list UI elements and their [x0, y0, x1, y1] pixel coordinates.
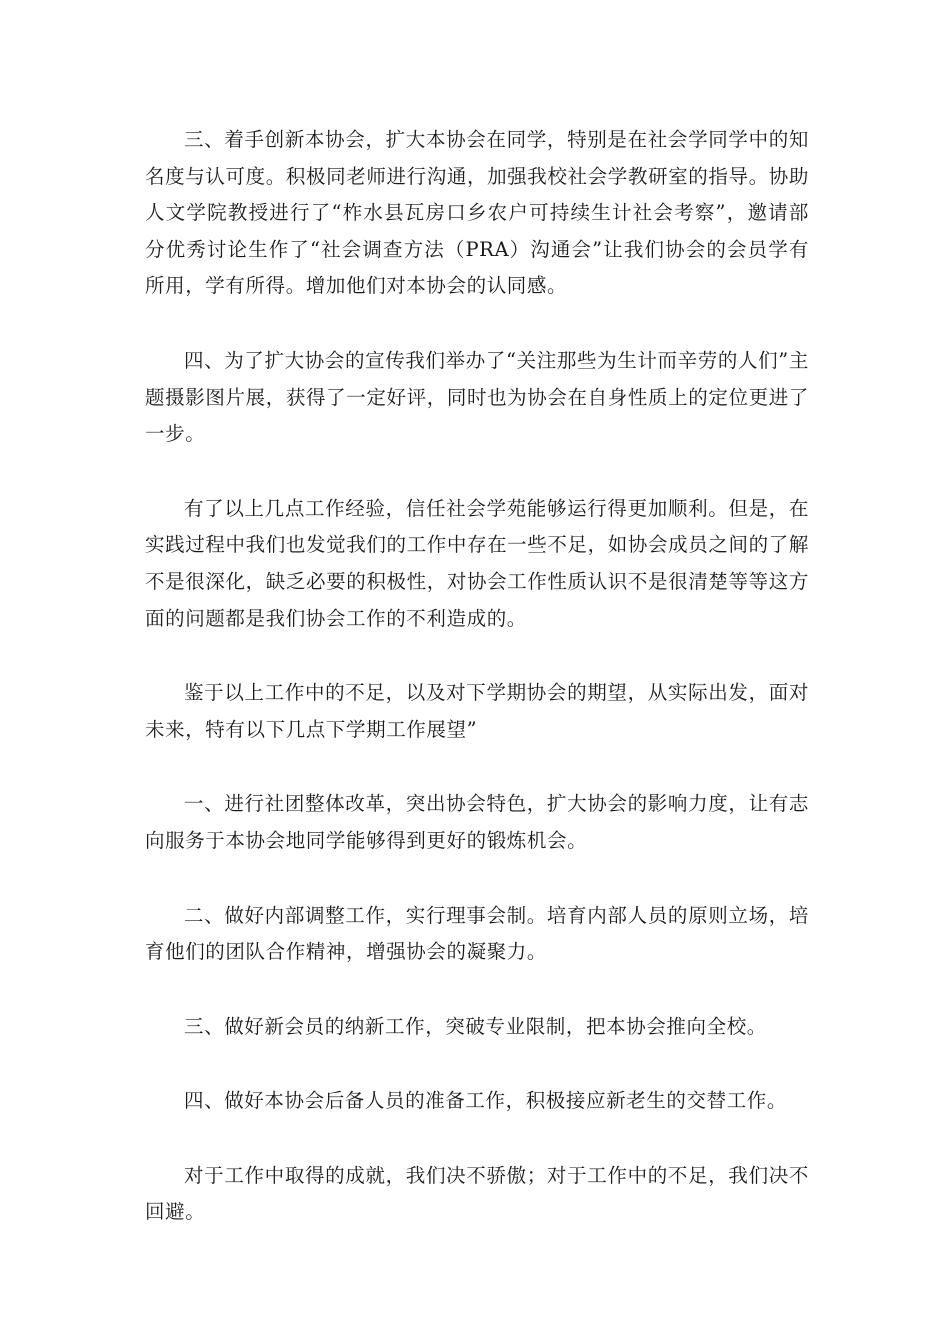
paragraph-plan-reform: 一、进行社团整体改革，突出协会特色，扩大协会的影响力度，让有志向服务于本协会地同学能够得到更好的锻炼机会。 [145, 792, 809, 852]
paragraph-plan-internal: 二、做好内部调整工作，实行理事会制。培育内部人员的原则立场，培育他们的团队合作精神，增强协会的凝聚力。 [145, 903, 809, 964]
paragraph-outlook-intro: 鉴于以上工作中的不足，以及对下学期协会的期望，从实际出发，面对未来，特有以下几点下学期工作展望” [145, 681, 809, 741]
paragraph-conclusion: 对于工作中取得的成就，我们决不骄傲；对于工作中的不足，我们决不回避。 [145, 1163, 809, 1224]
paragraph-plan-recruitment: 三、做好新会员的纳新工作，突破专业限制，把本协会推向全校。 [184, 1014, 767, 1038]
paragraph-plan-succession: 四、做好本协会后备人员的准备工作，积极接应新老生的交替工作。 [184, 1089, 788, 1113]
paragraph-shortcomings: 有了以上几点工作经验，信任社会学苑能够运行得更加顺利。但是，在实践过程中我们也发觉我们的工作中存在一些不足，如协会成员之间的了解不是很深化，缺乏必要的积极性，对协会工作性质认识不是很清楚等等这方面的问题都是我们协会工作的不利造成的。 [145, 496, 809, 630]
paragraph-photo-exhibition: 四、为了扩大协会的宣传我们举办了“关注那些为生计而辛劳的人们”主题摄影图片展，获得了一定好评，同时也为协会在自身性质上的定位更进了一步。 [145, 348, 809, 446]
paragraph-innovation: 三、着手创新本协会，扩大本协会在同学，特别是在社会学同学中的知名度与认可度。积极同老师进行沟通，加强我校社会学教研室的指导。协助人文学院教授进行了“柞水县瓦房口乡农户可持续生计社会考察”，邀请部分优秀讨论生作了“社会调查方法（PRA）沟通会”让我们协会的会员学有所用，学有所得。增加他们对本协会的认同感。 [145, 128, 809, 298]
document-body [145, 122, 809, 1269]
